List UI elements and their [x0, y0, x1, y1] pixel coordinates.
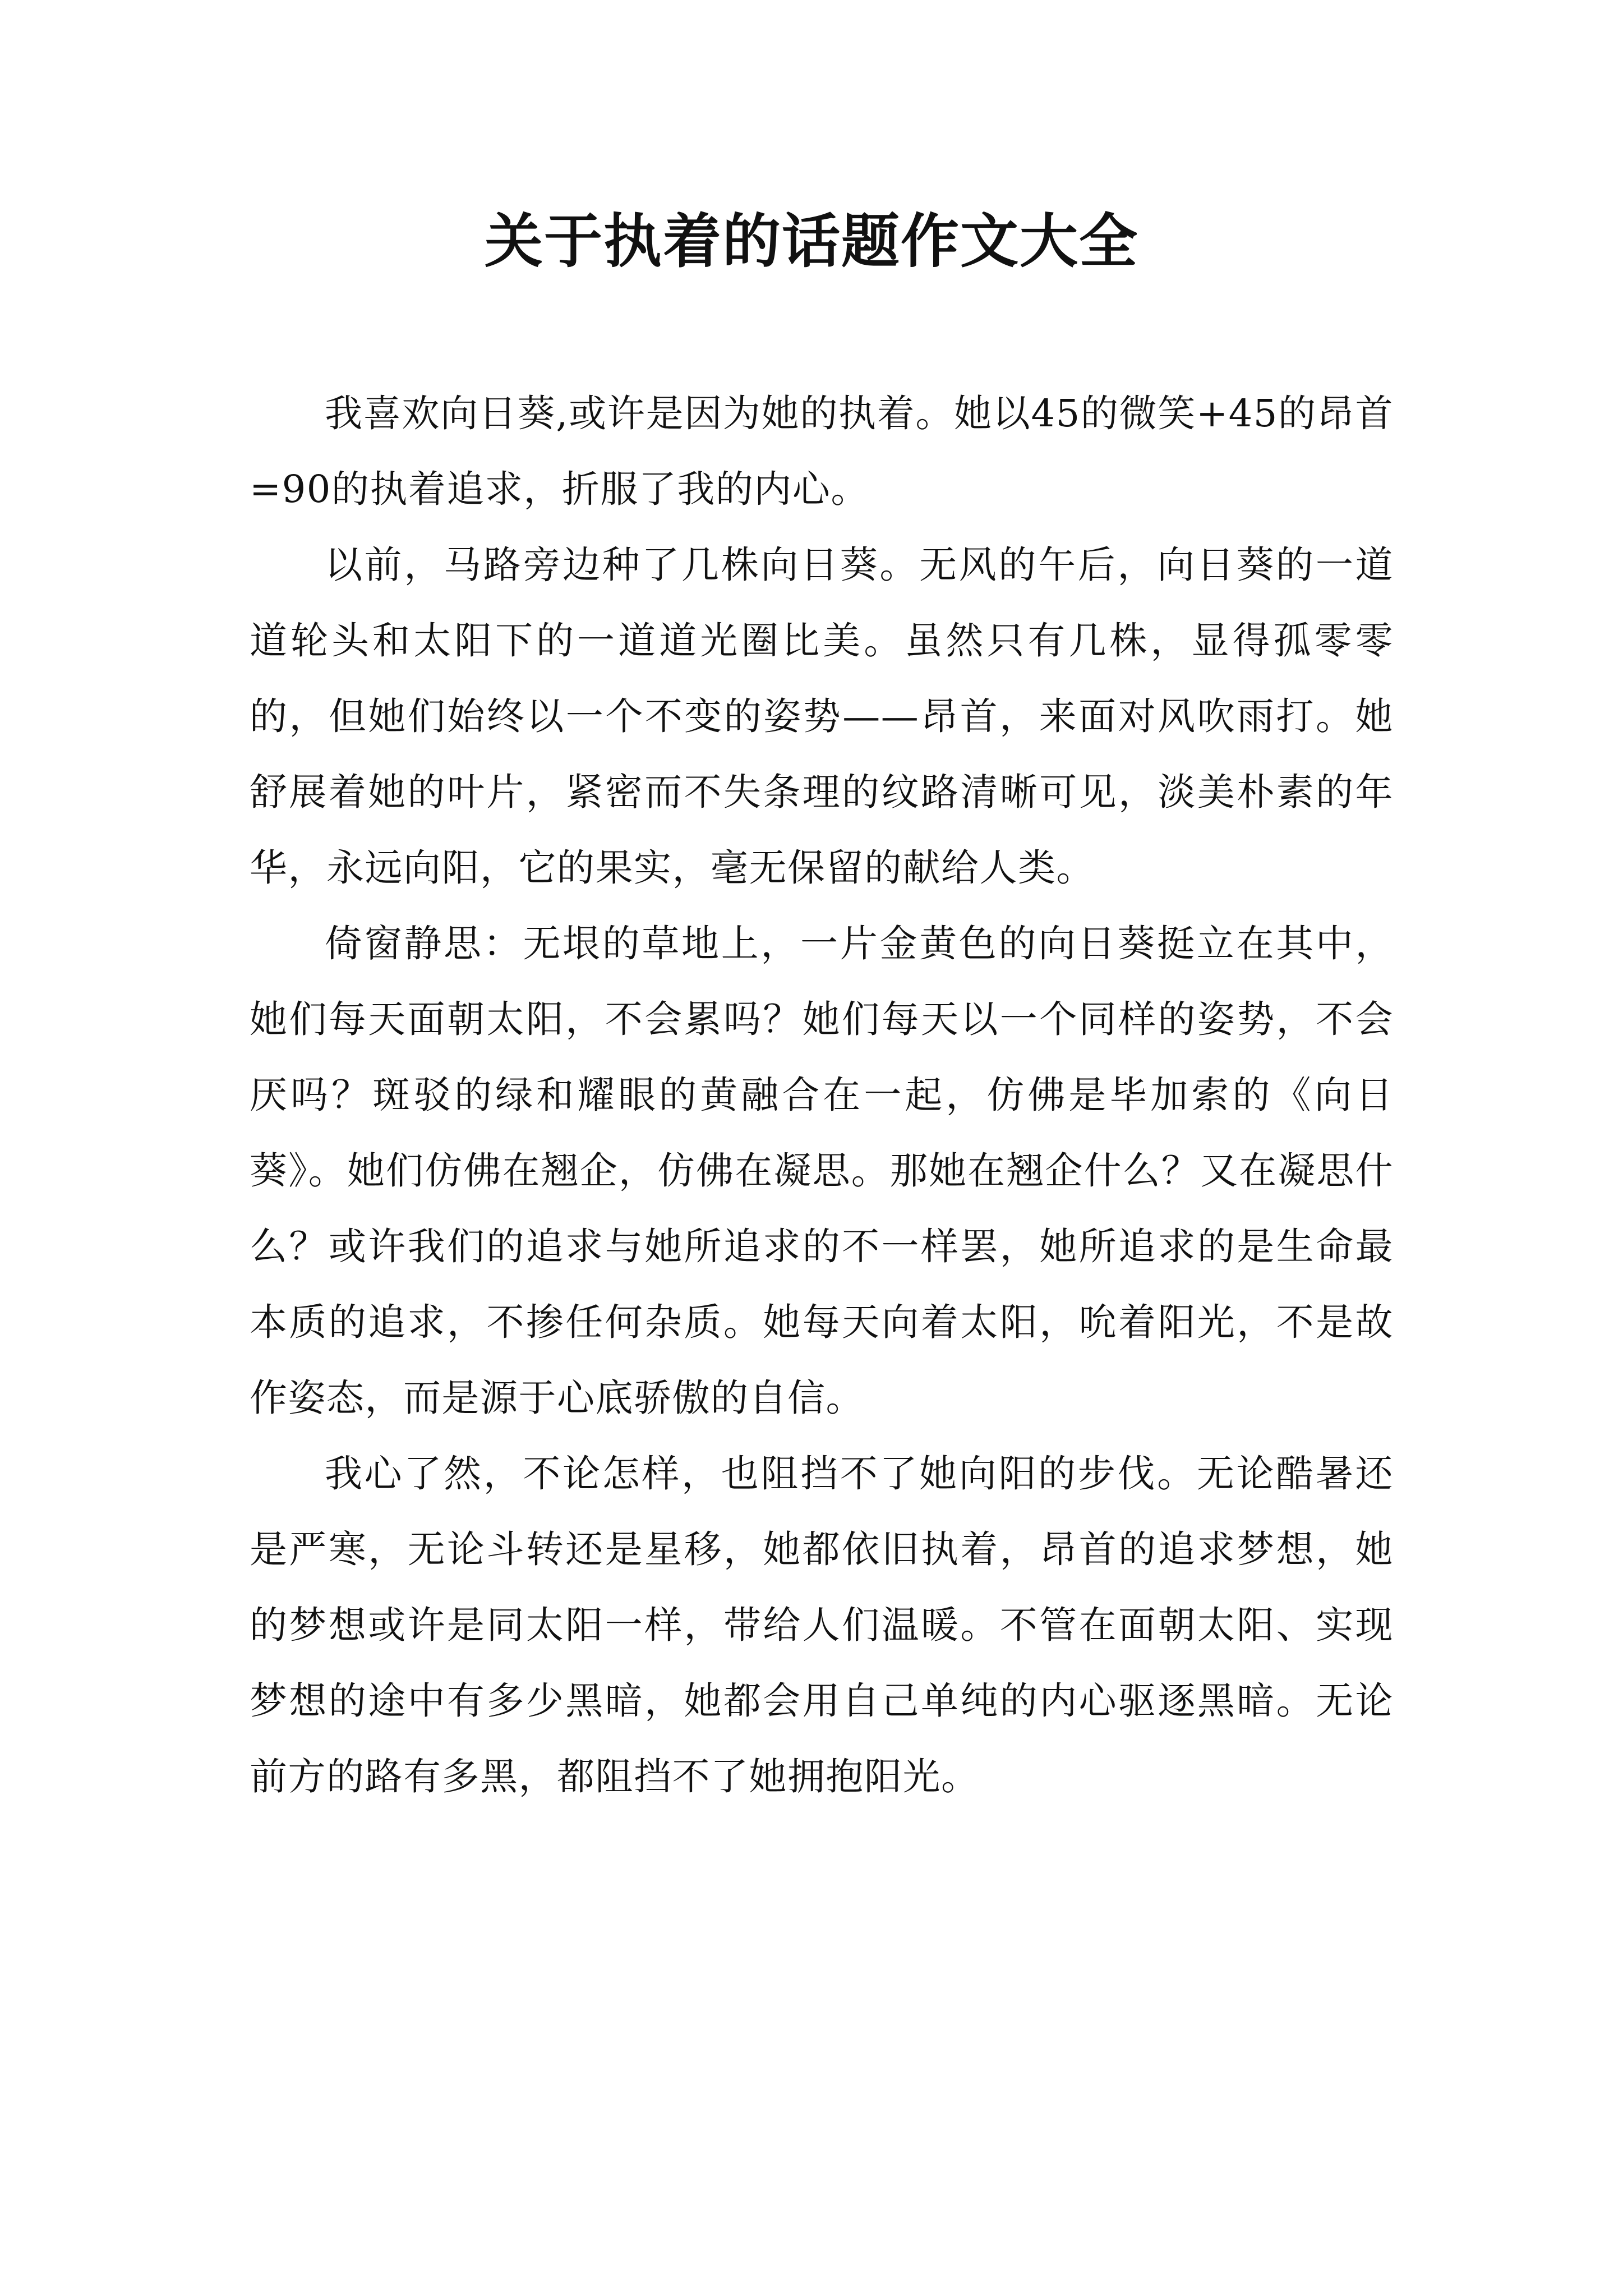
document-title: 关于执着的话题作文大全	[484, 206, 1138, 275]
paragraph: 我心了然，不论怎样，也阻挡不了她向阳的步伐。无论酷暑还是严寒，无论斗转还是星移，她都依旧执着，昂首的追求梦想，她的梦想或许是同太阳一样，带给人们温暖。不管在面朝太阳、实现梦想的途中有多少黑暗，她都会用自己单纯的内心驱逐黑暗。无论前方的路有多黑，都阻挡不了她拥抱阳光。	[250, 1452, 1394, 1798]
paragraph: 我喜欢向日葵,或许是因为她的执着。她以45的微笑+45的昂首=90的执着追求，折服了我的内心。	[250, 392, 1394, 511]
paragraph: 倚窗静思：无垠的草地上，一片金黄色的向日葵挺立在其中，她们每天面朝太阳，不会累吗？她们每天以一个同样的姿势，不会厌吗？斑驳的绿和耀眼的黄融合在一起，仿佛是毕加索的《向日葵》。她们仿佛在翘企，仿佛在凝思。那她在翘企什么？又在凝思什么？或许我们的追求与她所追求的不一样罢，她所追求的是生命最本质的追求，不掺任何杂质。她每天向着太阳，吮着阳光，不是故作姿态，而是源于心底骄傲的自信。	[250, 922, 1394, 1420]
paragraph: 以前，马路旁边种了几株向日葵。无风的午后，向日葵的一道道轮头和太阳下的一道道光圈比美。虽然只有几株，显得孤零零的，但她们始终以一个不变的姿势——昂首，来面对风吹雨打。她舒展着她的叶片，紧密而不失条理的纹路清晰可见，淡美朴素的年华，永远向阳，它的果实，毫无保留的献给人类。	[250, 543, 1394, 890]
document-body	[250, 376, 1394, 1815]
